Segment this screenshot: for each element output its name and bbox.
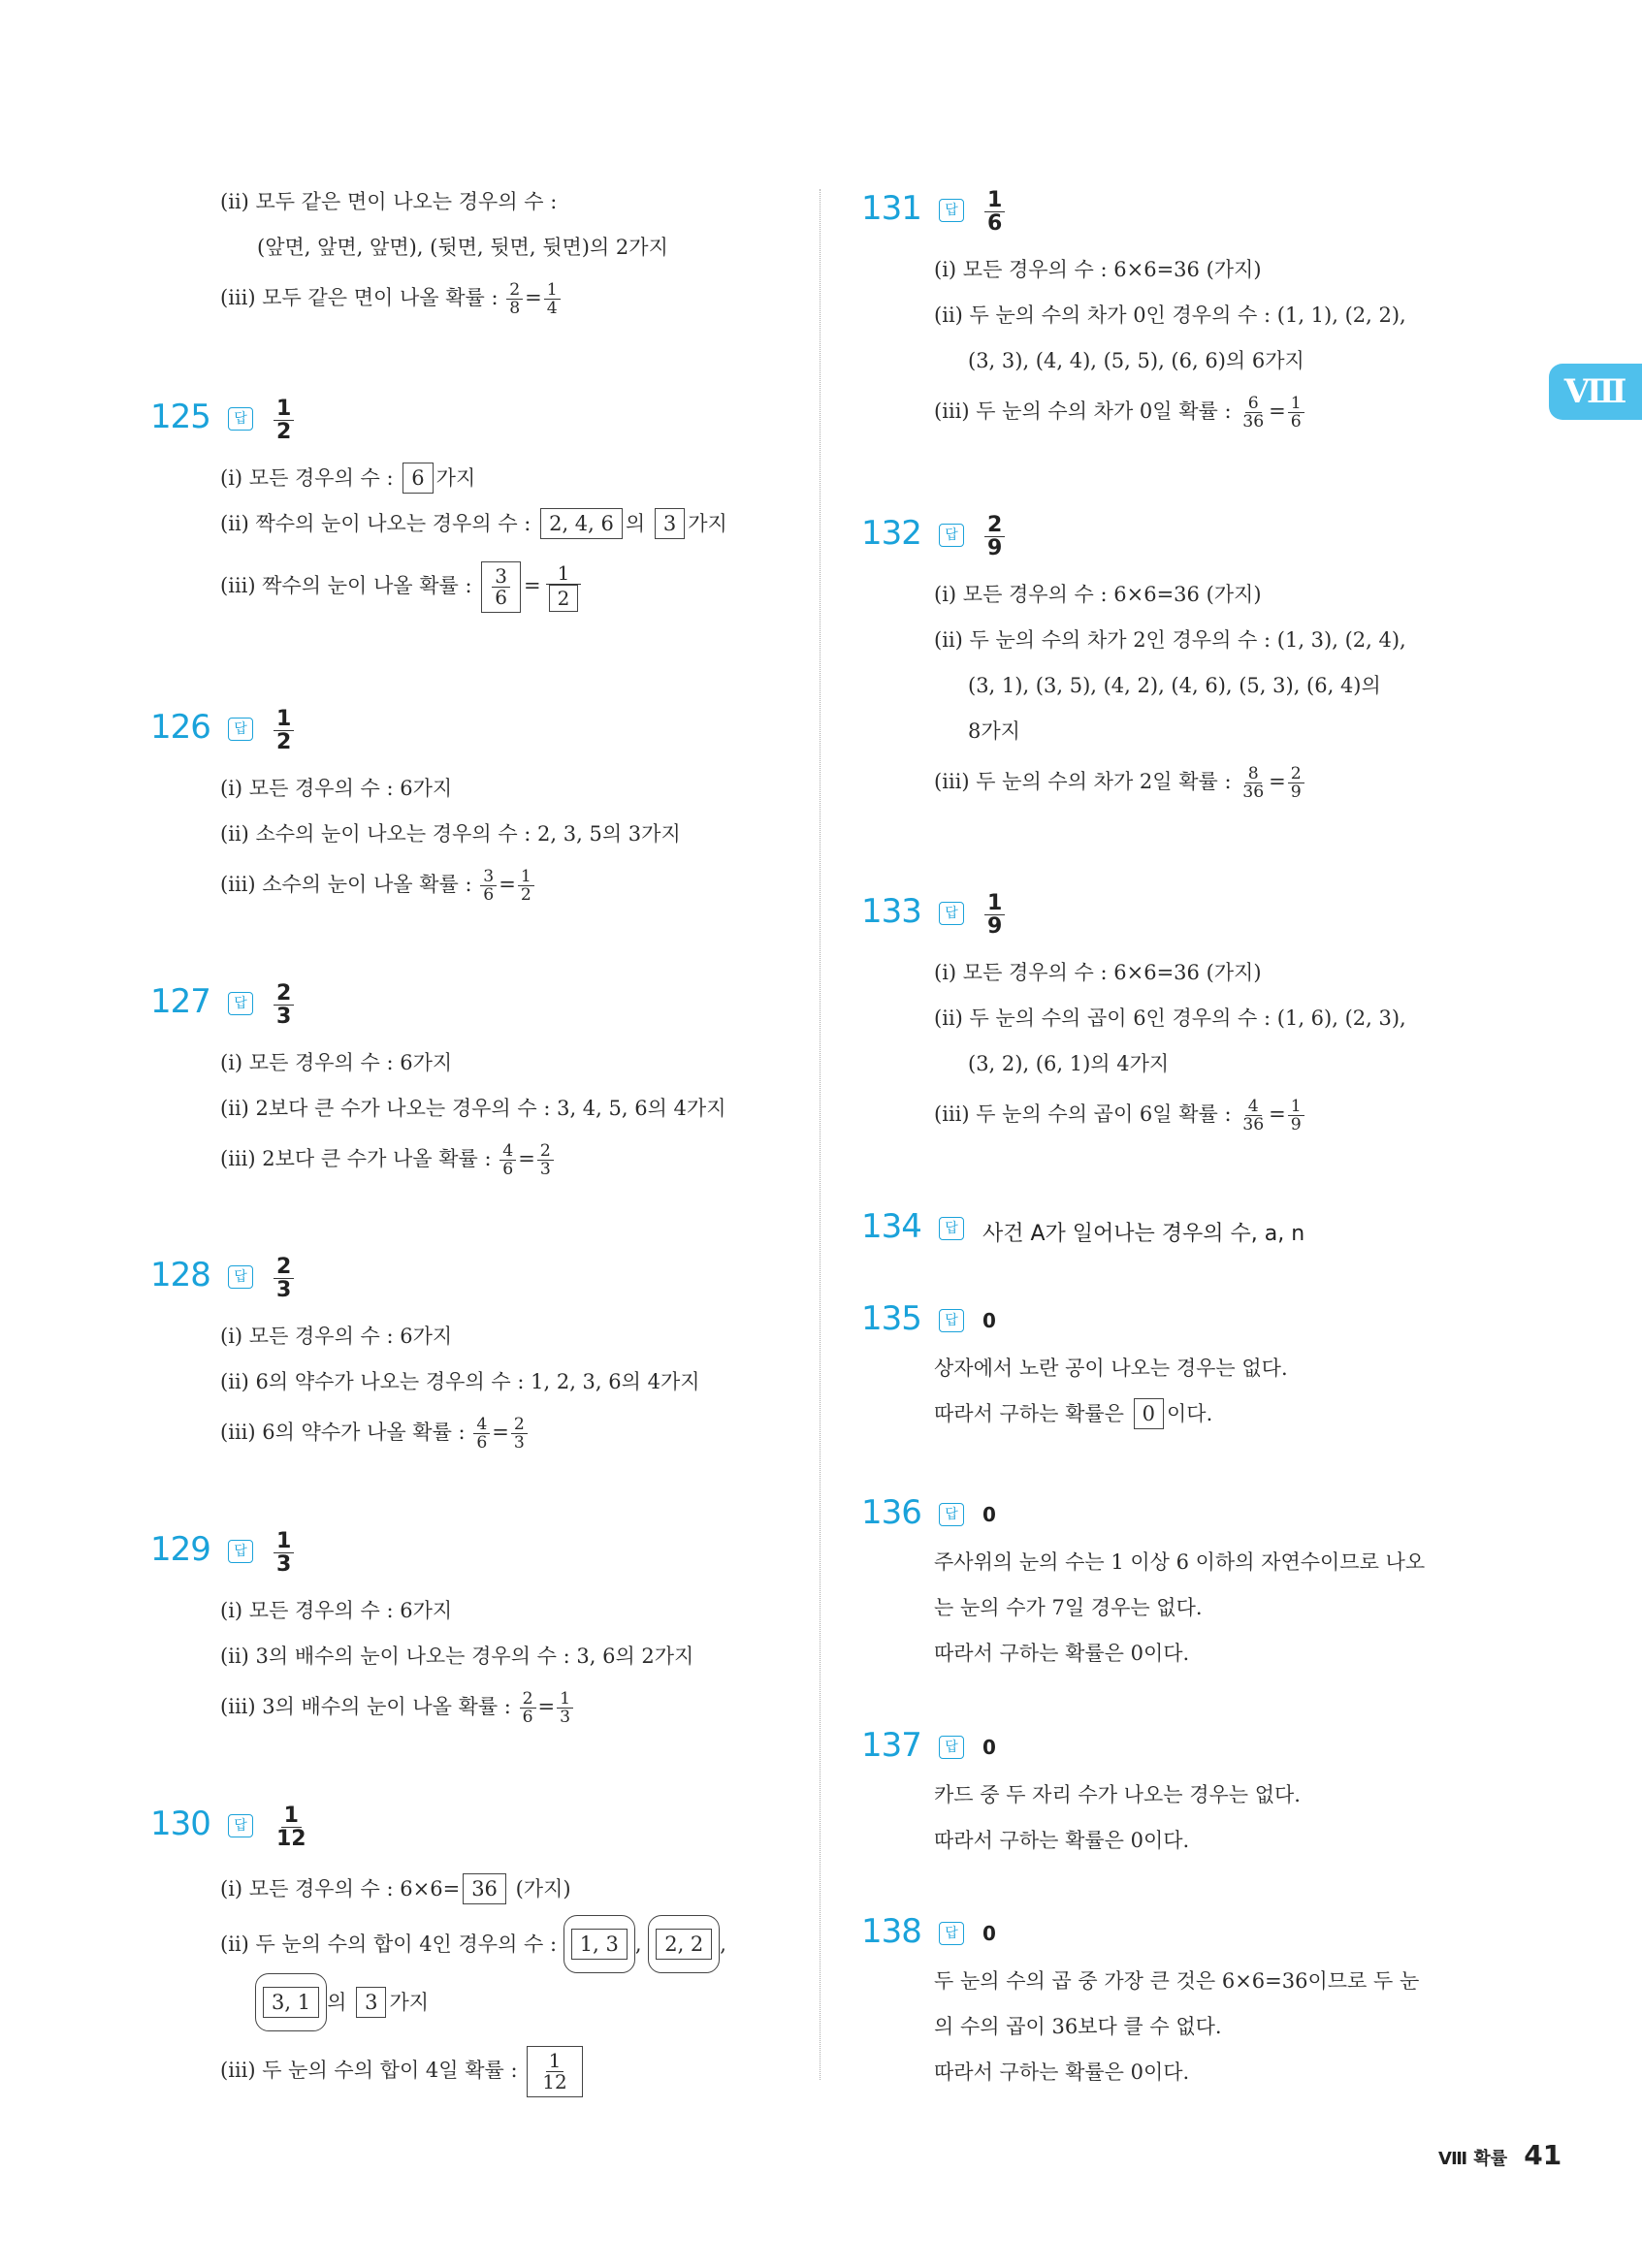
step-i: (ⅰ) 모든 경우의 수 : 6가지 xyxy=(220,1325,453,1348)
blank-box: 2 xyxy=(549,585,579,612)
step-ii: (ⅱ) 소수의 눈이 나오는 경우의 수 : 2, 3, 5의 3가지 xyxy=(220,822,681,846)
section-label: Ⅷ 확률 xyxy=(1438,2149,1508,2169)
problem-138 xyxy=(861,1912,1540,2095)
line-2: 의 수의 곱이 36보다 클 수 없다. xyxy=(934,2015,1222,2038)
step-i: (ⅰ) 모든 경우의 수 : 6×6=36 (가지) xyxy=(934,583,1262,606)
page-number: 41 xyxy=(1524,2139,1562,2171)
answer-badge: 답 xyxy=(939,1217,964,1240)
answer-badge: 답 xyxy=(228,407,253,431)
answer: $\frac{1}{9}$ xyxy=(982,892,1007,938)
blank-box: 2, 2 xyxy=(656,1929,712,1960)
problem-132 xyxy=(861,514,1540,809)
step-iii: (ⅲ) 6의 약수가 나올 확률 : $\frac{4}{6}$ = $\frac{2}{3}$ xyxy=(150,1405,790,1459)
step-ii: (ⅱ) 6의 약수가 나오는 경우의 수 : 1, 2, 3, 6의 4가지 xyxy=(220,1370,700,1393)
answer-badge: 답 xyxy=(228,992,253,1015)
chapter-tab: Ⅷ xyxy=(1549,364,1642,420)
answer-badge: 답 xyxy=(939,524,964,547)
answer-badge: 답 xyxy=(939,902,964,925)
problem-number: 136 xyxy=(861,1493,921,1532)
step-iii: (ⅲ) 두 눈의 수의 차가 0일 확률 : $\frac{6}{36}$ = $\frac{1}{6}$ xyxy=(861,384,1540,438)
answer: $\frac{1}{3}$ xyxy=(272,1530,296,1576)
problem-number: 131 xyxy=(861,189,921,228)
problem-133 xyxy=(861,892,1540,1141)
problem-number: 134 xyxy=(861,1207,921,1246)
step-i: (ⅰ) 모든 경우의 수 : 6가지 xyxy=(220,1599,453,1622)
step-iii: (ⅲ) 소수의 눈이 나올 확률 : $\frac{3}{6}$ = $\frac{1}{2}$ xyxy=(150,857,790,911)
problem-135 xyxy=(861,1299,1540,1437)
problem-125 xyxy=(150,398,790,624)
step-iii: (ⅲ) 2보다 큰 수가 나올 확률 : $\frac{4}{6}$ = $\frac{2}{3}$ xyxy=(150,1132,790,1186)
blank-box: 3 xyxy=(356,1987,386,2018)
paren-group xyxy=(648,1915,720,1973)
answer: 0 xyxy=(982,1309,996,1332)
problem-124-cont xyxy=(150,179,790,325)
step-ii-cont: (앞면, 앞면, 앞면), (뒷면, 뒷면, 뒷면)의 2가지 xyxy=(257,236,668,259)
blank-box: $\frac{1}{12}$ xyxy=(527,2046,582,2097)
blank-box: 3, 1 xyxy=(263,1987,319,2018)
problem-number: 130 xyxy=(150,1805,210,1843)
answer: $\frac{2}{3}$ xyxy=(272,982,296,1028)
page-footer xyxy=(1438,2139,1562,2171)
step-iii: (ⅲ) 두 눈의 수의 합이 4일 확률 : $\frac{1}{12}$ xyxy=(150,2031,790,2109)
problem-number: 133 xyxy=(861,892,921,931)
problem-number: 127 xyxy=(150,982,210,1021)
answer-badge: 답 xyxy=(228,718,253,741)
step-i: (ⅰ) 모든 경우의 수 : 6×6=36 (가지) xyxy=(934,961,1262,984)
step-i: (ⅰ) 모든 경우의 수 : 6×6= 36 (가지) xyxy=(150,1863,790,1915)
problem-number: 128 xyxy=(150,1256,210,1294)
problem-136 xyxy=(861,1493,1540,1677)
blank-box: $\frac{3}{6}$ xyxy=(481,561,521,613)
step-ii: (ⅱ) 3의 배수의 눈이 나오는 경우의 수 : 3, 6의 2가지 xyxy=(220,1645,694,1668)
answer: $\frac{1}{6}$ xyxy=(982,189,1007,235)
step-i: (ⅰ) 모든 경우의 수 : 6가지 xyxy=(220,777,453,800)
line-2: 는 눈의 수가 7일 경우는 없다. xyxy=(934,1596,1203,1619)
answer-badge: 답 xyxy=(939,199,964,222)
blank-box: 3 xyxy=(655,508,685,539)
line-1: 두 눈의 수의 곱 중 가장 큰 것은 6×6=36이므로 두 눈 xyxy=(934,1969,1420,1993)
answer: 0 xyxy=(982,1922,996,1945)
answer: 사건 A가 일어나는 경우의 수, a, n xyxy=(982,1222,1305,1246)
problem-134 xyxy=(861,1207,1540,1265)
problem-131 xyxy=(861,189,1540,438)
problem-number: 132 xyxy=(861,514,921,553)
problem-number: 138 xyxy=(861,1912,921,1951)
paren-group xyxy=(563,1915,635,1973)
step-iii: (ⅲ) 두 눈의 수의 곱이 6일 확률 : $\frac{4}{36}$ = $\frac{1}{9}$ xyxy=(861,1087,1540,1141)
column-divider xyxy=(820,189,821,2080)
fraction: $\frac{1}{4}$ xyxy=(544,281,561,317)
problem-129 xyxy=(150,1530,790,1734)
step-iii: (ⅲ) 모두 같은 면이 나올 확률 : $\frac{2}{8}$ = $\frac{1}{4}$ xyxy=(150,271,790,325)
line-2: 따라서 구하는 확률은 0이다. xyxy=(934,1829,1190,1852)
step-ii: (ⅱ) 두 눈의 수의 차가 0인 경우의 수 : (1, 1), (2, 2), xyxy=(934,303,1406,327)
line-2: 따라서 구하는 확률은 0 이다. xyxy=(861,1391,1540,1437)
step-ii-cont: (3, 1), (3, 5), (4, 2), (4, 6), (5, 3), (6, 4)의 xyxy=(968,674,1381,697)
blank-box: 6 xyxy=(402,463,433,494)
step-ii: (ⅱ) 두 눈의 수의 합이 4인 경우의 수 : 1, 3 , 2, 2 , xyxy=(150,1915,790,1973)
step-ii-cont: (3, 2), (6, 1)의 4가지 xyxy=(968,1052,1170,1075)
problem-number: 135 xyxy=(861,1299,921,1338)
step-ii: (ⅱ) 두 눈의 수의 곱이 6인 경우의 수 : (1, 6), (2, 3), xyxy=(934,1006,1406,1030)
answer-badge: 답 xyxy=(228,1265,253,1289)
step-i: (ⅰ) 모든 경우의 수 : 6가지 xyxy=(220,1051,453,1074)
step-ii: (ⅱ) 2보다 큰 수가 나오는 경우의 수 : 3, 4, 5, 6의 4가지 xyxy=(220,1097,726,1120)
step-iii: (ⅲ) 두 눈의 수의 차가 2일 확률 : $\frac{8}{36}$ = $\frac{2}{9}$ xyxy=(861,754,1540,809)
step-iii-label: (ⅲ) 모두 같은 면이 나올 확률 : xyxy=(220,286,499,309)
step-ii: (ⅱ) 짝수의 눈이 나오는 경우의 수 : 2, 4, 6 의 3 가지 xyxy=(150,501,790,547)
problem-127 xyxy=(150,982,790,1186)
problem-137 xyxy=(861,1726,1540,1864)
step-i: (ⅰ) 모든 경우의 수 : 6×6=36 (가지) xyxy=(934,258,1262,281)
line-1: 카드 중 두 자리 수가 나오는 경우는 없다. xyxy=(934,1783,1301,1806)
line-3: 따라서 구하는 확률은 0이다. xyxy=(934,1642,1190,1665)
answer-badge: 답 xyxy=(939,1503,964,1526)
answer: 0 xyxy=(982,1503,996,1526)
problem-130 xyxy=(150,1805,790,2109)
answer-badge: 답 xyxy=(939,1922,964,1945)
answer-badge: 답 xyxy=(939,1736,964,1759)
problem-number: 129 xyxy=(150,1530,210,1569)
answer-badge: 답 xyxy=(228,1814,253,1837)
blank-box: 2, 4, 6 xyxy=(540,508,623,539)
answer: $\frac{1}{2}$ xyxy=(272,708,296,753)
answer: $\frac{1}{2}$ xyxy=(272,398,296,443)
fraction: $\frac{2}{8}$ xyxy=(506,281,523,317)
step-iii: (ⅲ) 짝수의 눈이 나올 확률 : $\frac{3}{6}$ = $\frac{1}{2}$ xyxy=(150,547,790,624)
problem-number: 126 xyxy=(150,708,210,747)
step-ii-cont: 3, 1 의 3 가지 xyxy=(150,1973,790,2031)
step-iii: (ⅲ) 3의 배수의 눈이 나올 확률 : $\frac{2}{6}$ = $\frac{1}{3}$ xyxy=(150,1679,790,1734)
answer-badge: 답 xyxy=(939,1309,964,1332)
paren-group xyxy=(255,1973,327,2031)
problem-128 xyxy=(150,1256,790,1459)
step-ii-cont2: 8가지 xyxy=(968,719,1020,743)
step-ii: (ⅱ) 두 눈의 수의 차가 2인 경우의 수 : (1, 3), (2, 4), xyxy=(934,628,1406,652)
step-ii: (ⅱ) 모두 같은 면이 나오는 경우의 수 : xyxy=(220,190,558,213)
answer: $\frac{2}{3}$ xyxy=(272,1256,296,1301)
line-1: 상자에서 노란 공이 나오는 경우는 없다. xyxy=(934,1357,1288,1380)
line-3: 따라서 구하는 확률은 0이다. xyxy=(934,2060,1190,2084)
blank-box: 1, 3 xyxy=(571,1929,628,1960)
answer: $\frac{2}{9}$ xyxy=(982,514,1007,559)
blank-box: 36 xyxy=(463,1873,506,1904)
answer-badge: 답 xyxy=(228,1540,253,1563)
blank-box: 0 xyxy=(1134,1398,1164,1429)
line-1: 주사위의 눈의 수는 1 이상 6 이하의 자연수이므로 나오 xyxy=(934,1550,1426,1574)
step-i: (ⅰ) 모든 경우의 수 : 6 가지 xyxy=(150,456,790,501)
problem-number: 125 xyxy=(150,398,210,436)
answer: 0 xyxy=(982,1736,996,1759)
problem-126 xyxy=(150,708,790,911)
answer: $\frac{1}{12}$ xyxy=(276,1804,306,1852)
problem-number: 137 xyxy=(861,1726,921,1765)
step-ii-cont: (3, 3), (4, 4), (5, 5), (6, 6)의 6가지 xyxy=(968,349,1304,372)
